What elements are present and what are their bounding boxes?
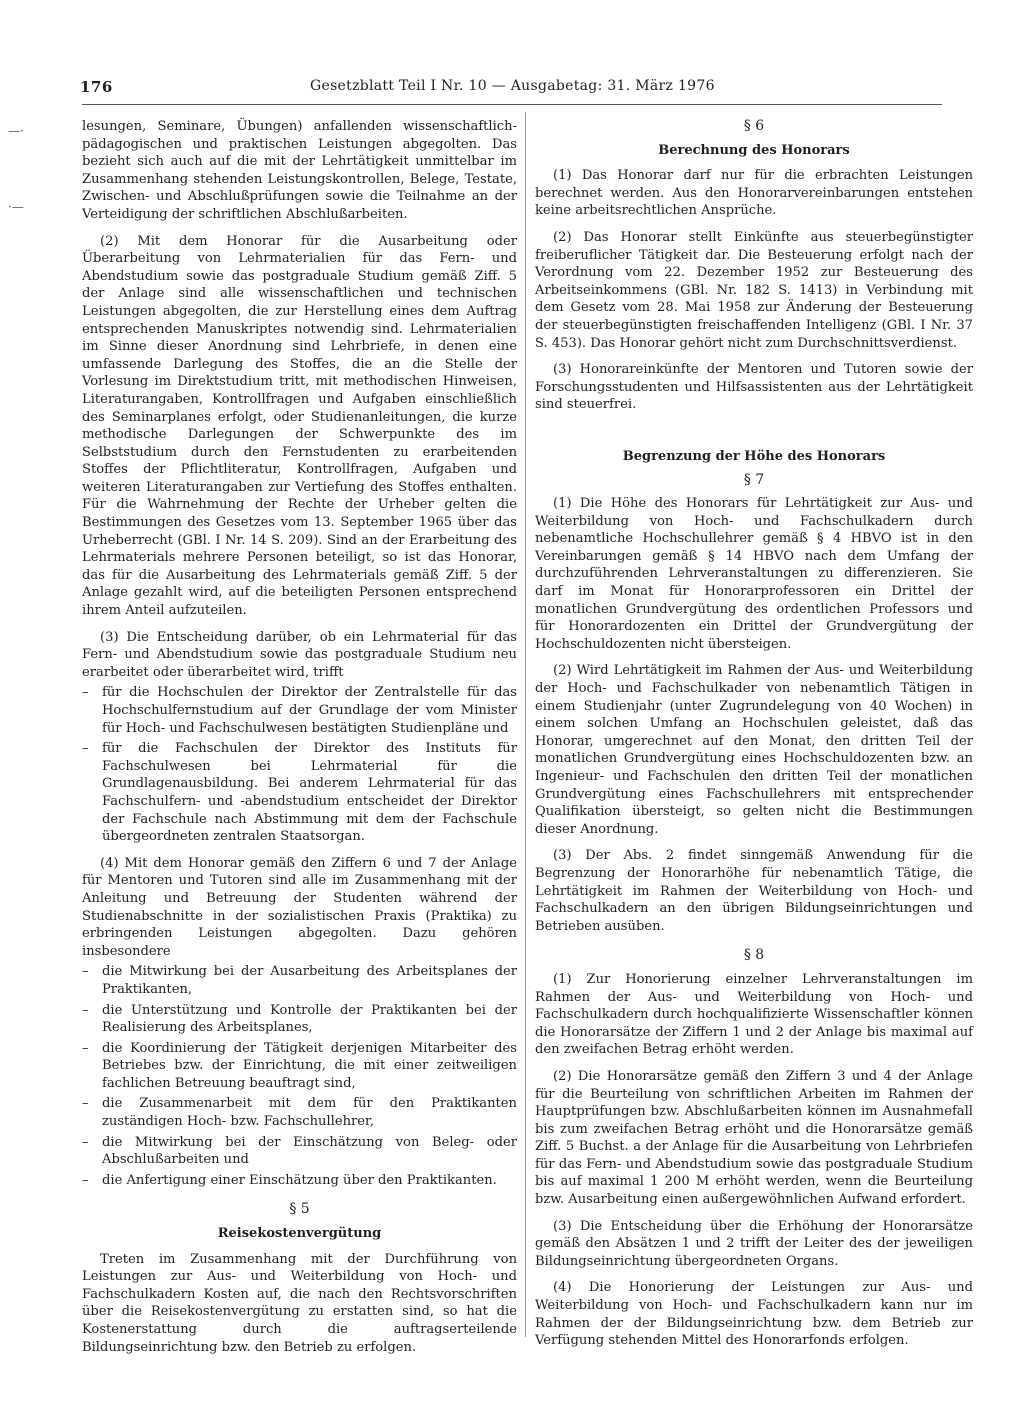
list-item: – die Mitwirkung bei der Ausarbeitung des Arbeitsplanes der Praktikanten,: [82, 963, 517, 998]
paragraph: lesungen, Seminare, Übungen) anfallenden wissenschaftlich-pädagogischen und praktischen Leistungen abgegolten. Das bezieht sich auch auf die mit der Lehrtätigkeit unmittelbar im Zusammenhang stehenden Leistungskontrollen, Belege, Testate, Zwischen- und Abschlußprüfungen sowie die Teilnahme an der Verteidigung der schriftlichen Abschlußarbeiten.: [82, 119, 517, 222]
section-number: § 7: [743, 471, 765, 488]
section-number: § 5: [289, 1201, 310, 1218]
paragraph: (1) Zur Honorierung einzelner Lehrveranstaltungen im Rahmen der Aus- und Weiterbildung von Hoch- und Fachschulkadern durch hochqualifizierte Wissenschaftler können die Honorarsätze der Ziffern 1 und 2 der Anlage bis maximal auf den zweifachen Betrag erhöht werden.: [535, 971, 973, 1058]
paragraph: (2) Die Honorarsätze gemäß den Ziffern 3 und 4 der Anlage für die Beurteilung von schriftlichen Arbeiten im Rahmen der Hauptprüfungen bzw. Abschlußarbeiten können im Ausnahmefall bis zum zweifachen Betrag erhöht und die Honorarsätze gemäß Ziff. 5 Buchst. a der Anlage für die Ausarbeitung von Lehrbriefen für das Fern- und Abendstudium sowie das postgraduale Studium bis auf maximal 1 200 M erhöht werden, wenn die Beurteilung bzw. Ausarbeitung einen außergewöhnlichen Aufwand erfordert.: [535, 1068, 973, 1208]
paragraph: (3) Die Entscheidung über die Erhöhung der Honorarsätze gemäß den Absätzen 1 und 2 trifft der Leiter des der jeweiligen Bildungseinrichtung übergeordneten Organs.: [535, 1218, 973, 1269]
section-number: § 6: [743, 118, 765, 134]
section-heading: Begrenzung der Höhe des Honorars: [622, 448, 886, 464]
list-item: – die Mitwirkung bei der Einschätzung von Beleg- oder Abschlußarbeiten und: [82, 1134, 517, 1169]
paragraph: (3) Der Abs. 2 findet sinngemäß Anwendung für die Begrenzung der Honorarhöhe für nebenamtlich Tätige, die Lehrtätigkeit im Rahmen der Weiterbildung von Hoch- und Fachschulkadern an den übrigen Bildungseinrichtungen und Betrieben ausüben.: [535, 848, 973, 934]
page-number: 176: [80, 78, 113, 96]
paragraph: (2) Mit dem Honorar für die Ausarbeitung oder Überarbeitung von Lehrmaterialien für das Fern- und Abendstudium sowie das postgraduale Studium gemäß Ziff. 5 der Anlage sind alle wissenschaftlichen und technischen Leistungen abgegolten, die zur Herstellung eines dem Auftrag entsprechenden Manuskriptes notwendig sind. Lehrmaterialien im Sinne dieser Anordnung sind Lehrbriefe, in denen eine umfassende Darlegung des Stoffes, die an die Stelle der Vorlesung im Direktstudium tritt, mit methodischen Hinweisen, Literaturangaben, Kontrollfragen und Aufgaben einschließlich des Seminarplanes erfolgt, oder Studienanleitungen, die kurze methodische Darlegungen der Schwerpunkte des im Selbststudium durch den Fernstudenten zu erarbeitenden Stoffes der Pflichtliteratur, Kontrollfragen, Aufgaben und weiteren Literaturangaben zur Vertiefung des Stoffes enthalten. Für die Wahrnehmung der Rechte der Urheber gelten die Bestimmungen des Gesetzes vom 13. September 1965 über das Urheberrecht (GBl. I Nr. 14 S. 209). Sind an der Erarbeitung des Lehrmaterials mehrere Personen beteiligt, so ist das Honorar, das für die Ausarbeitung des Lehrmaterials gemäß Ziff. 5 der Anlage gezahlt wird, auf die beteiligten Personen entsprechend ihrem Anteil aufzuteilen.: [82, 233, 517, 619]
paragraph: (1) Das Honorar darf nur für die erbrachten Leistungen berechnet werden. Aus den Honorarvereinbarungen entstehen keine arbeitsrechtlichen Ansprüche.: [535, 168, 973, 219]
list-item: – für die Hochschulen der Direktor der Zentralstelle für das Hochschulfernstudium auf der Grundlage der vom Minister für Hoch- und Fachschulwesen bestätigten Studienpläne und: [82, 684, 517, 737]
paragraph: (3) Die Entscheidung darüber, ob ein Lehrmaterial für das Fern- und Abendstudium sowie das postgraduale Studium neu erarbeitet oder überarbeitet wird, trifft: [82, 629, 517, 680]
section-number: § 8: [743, 947, 765, 964]
paragraph: (2) Das Honorar stellt Einkünfte aus steuerbegünstigter freiberuflicher Tätigkeit dar. Die Besteuerung erfolgt nach der Verordnung vom 22. Dezember 1952 zur Besteuerung des Arbeitseinkommens (GBl. Nr. 182 S. 1413) in Verbindung mit dem Gesetz vom 28. Mai 1958 zur Änderung der Besteuerung der steuerbegünstigten freischaffenden Intelligenz (GBl. I Nr. 37 S. 453). Das Honorar gehört nicht zum Durchschnittsverdienst.: [535, 229, 973, 351]
margin-mark: —·: [8, 124, 24, 138]
margin-mark: ·—: [8, 200, 24, 214]
list-item: – die Unterstützung und Kontrolle der Praktikanten bei der Realisierung des Arbeitsplanes,: [82, 1002, 517, 1037]
list-item: – die Zusammenarbeit mit dem für den Praktikanten zuständigen Hoch- bzw. Fachschullehrer,: [82, 1095, 517, 1130]
running-head: Gesetzblatt Teil I Nr. 10 — Ausgabetag: 31. März 1976: [310, 78, 715, 94]
list-item: – für die Fachschulen der Direktor des Instituts für Fachschulwesen bei Lehrmaterial für die Grundlagenausbildung. Bei anderem Lehrmaterial für das Fachschulfern- und -abendstudium entscheidet der Direktor der Fachschule nach Abstimmung mit dem der Fachschule übergeordneten zentralen Staatsorgan.: [82, 740, 517, 846]
paragraph: (2) Wird Lehrtätigkeit im Rahmen der Aus- und Weiterbildung der Hoch- und Fachschulkader von nebenamtlich Tätigen in einem Studienjahr (unter Zugrundelegung von 40 Wochen) in einem solchen Umfang an Hochschulen geleistet, daß das Honorar, umgerechnet auf den Monat, den dritten Teil der monatlichen Grundvergütung eines Hochschuldozenten bzw. an Ingenieur- und Fachschulen den dritten Teil der monatlichen Grundvergütung eines Fachschullehrers mit entsprechender Qualifikation übersteigt, so gelten nicht die Bestimmungen dieser Anordnung.: [535, 663, 973, 837]
paragraph: (1) Die Höhe des Honorars für Lehrtätigkeit zur Aus- und Weiterbildung von Hoch- und Fachschulkadern durch nebenamtliche Hochschullehrer gemäß § 4 HBVO ist in den Vereinbarungen gemäß § 14 HBVO nach dem Umfang der durchzuführenden Lehrveranstaltungen zu differenzieren. Sie darf im Monat für Honorarprofessoren ein Drittel der monatlichen Grundvergütung des ordentlichen Professors und für Honorardozenten ein Drittel der Grundvergütung der Hochschuldozenten nicht übersteigen.: [535, 496, 973, 652]
right-column: [535, 118, 973, 1359]
paragraph: (3) Honorareinkünfte der Mentoren und Tutoren sowie der Forschungsstudenten und Hilfsassistenten aus der Lehrtätigkeit sind steuerfrei.: [535, 362, 973, 413]
list-item: – die Anfertigung einer Einschätzung über den Praktikanten.: [82, 1172, 517, 1190]
paragraph: (4) Mit dem Honorar gemäß den Ziffern 6 und 7 der Anlage für Mentoren und Tutoren sind alle im Zusammenhang mit der Anleitung und Betreuung der Studenten während der Studienabschnitte in der sozialistischen Praxis (Praktika) zu erbringenden Leistungen abgegolten. Dazu gehören insbesondere: [82, 855, 517, 959]
paragraph: Treten im Zusammenhang mit der Durchführung von Leistungen zur Aus- und Weiterbildung von Hoch- und Fachschulkadern Kosten auf, die nach den Rechtsvorschriften über die Reisekostenvergütung zu erstatten sind, so hat die Kostenerstattung durch die auftragserteilende Bildungseinrichtung bzw. den Betrieb zu erfolgen.: [82, 1251, 517, 1355]
header-rule: [82, 104, 942, 105]
section-title: Berechnung des Honorars: [658, 142, 850, 158]
list-item: – die Koordinierung der Tätigkeit derjenigen Mitarbeiter des Betriebes bzw. der Einrichtung, die mit einer zeitweiligen fachlichen Betreuung beauftragt sind,: [82, 1040, 517, 1093]
column-divider: [525, 112, 526, 1337]
left-column: [82, 118, 517, 1365]
paragraph: (4) Die Honorierung der Leistungen zur Aus- und Weiterbildung von Hoch- und Fachschulkadern kann nur im Rahmen der der Bildungseinrichtung bzw. dem Betrieb zur Verfügung stehenden Mittel des Honorarfonds erfolgen.: [535, 1280, 973, 1349]
section-title: Reisekostenvergütung: [217, 1226, 382, 1242]
